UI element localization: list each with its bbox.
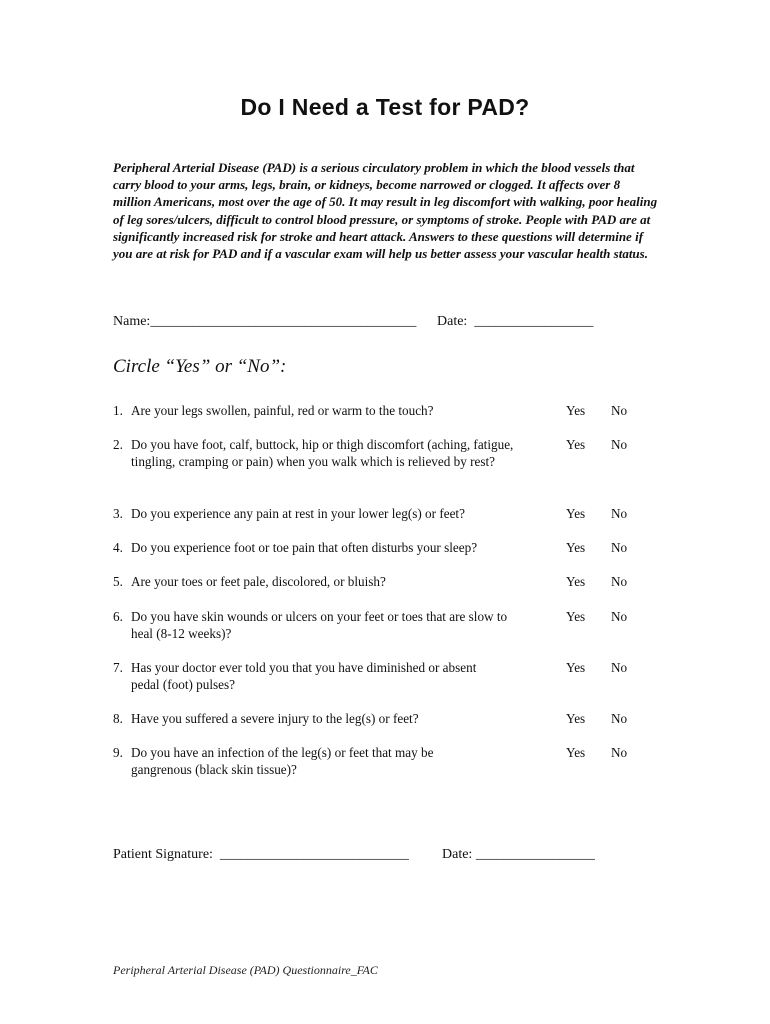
date-field-label[interactable]: Date: _________________ xyxy=(437,314,594,329)
question-text: Do you have an infection of the leg(s) or feet that may be gangrenous (black skin tissue)? xyxy=(131,745,434,778)
question-number: 2. xyxy=(113,437,123,452)
question-number: 1. xyxy=(113,403,123,418)
question-number: 3. xyxy=(113,506,123,521)
no-option[interactable]: No xyxy=(611,540,628,555)
page-title: Do I Need a Test for PAD? xyxy=(240,94,530,120)
question-text: Has your doctor ever told you that you have diminished or absent pedal (foot) pulses? xyxy=(131,660,477,693)
no-option[interactable]: No xyxy=(611,437,628,452)
no-option[interactable]: No xyxy=(611,711,628,726)
yes-option[interactable]: Yes xyxy=(566,540,586,555)
yes-option[interactable]: Yes xyxy=(566,506,586,521)
yes-option[interactable]: Yes xyxy=(566,609,586,624)
question-text: Do you have foot, calf, buttock, hip or thigh discomfort (aching, fatigue, tingling, cramping or pain) when you walk which is relieved by rest? xyxy=(131,437,514,470)
no-option[interactable]: No xyxy=(611,609,628,624)
no-option[interactable]: No xyxy=(611,403,628,418)
yes-option[interactable]: Yes xyxy=(566,745,586,760)
question-text: Are your toes or feet pale, discolored, or bluish? xyxy=(131,574,386,589)
question-number: 9. xyxy=(113,745,123,760)
question-text: Do you have skin wounds or ulcers on your feet or toes that are slow to heal (8-12 weeks)? xyxy=(131,609,508,642)
question-text: Do you experience any pain at rest in your lower leg(s) or feet? xyxy=(131,506,465,521)
instructions-heading: Circle “Yes” or “No”: xyxy=(113,356,287,377)
patient-signature-field[interactable]: Patient Signature: ___________________________ xyxy=(113,847,409,862)
no-option[interactable]: No xyxy=(611,745,628,760)
no-option[interactable]: No xyxy=(611,506,628,521)
question-number: 4. xyxy=(113,540,123,555)
yes-option[interactable]: Yes xyxy=(566,403,586,418)
yes-option[interactable]: Yes xyxy=(566,437,586,452)
yes-option[interactable]: Yes xyxy=(566,711,586,726)
question-text: Do you experience foot or toe pain that often disturbs your sleep? xyxy=(131,540,478,555)
intro-paragraph: Peripheral Arterial Disease (PAD) is a serious circulatory problem in which the blood vessels that carry blood to your arms, legs, brain, or kidneys, become narrowed or clogged. It affects over 8 million Americans, most over the age of 50. It may result in leg discomfort with walking, poor healing of leg sores/ulcers, difficult to control blood pressure, or symptoms of stroke. People with PAD are at significantly increased risk for stroke and heart attack. Answers to these questions will determine if you are at risk for PAD and if a vascular exam will help us better assess your vascular health status. xyxy=(113,160,658,262)
name-field-label[interactable]: Name:______________________________________ xyxy=(113,314,417,329)
question-number: 5. xyxy=(113,574,123,589)
question-number: 7. xyxy=(113,660,123,675)
no-option[interactable]: No xyxy=(611,660,628,675)
question-text: Are your legs swollen, painful, red or warm to the touch? xyxy=(131,403,434,418)
yes-option[interactable]: Yes xyxy=(566,574,586,589)
no-option[interactable]: No xyxy=(611,574,628,589)
question-number: 6. xyxy=(113,609,123,624)
signature-date-field[interactable]: Date: _________________ xyxy=(442,847,595,862)
page-footer: Peripheral Arterial Disease (PAD) Questionnaire_FAC xyxy=(113,963,378,977)
question-text: Have you suffered a severe injury to the leg(s) or feet? xyxy=(131,711,419,726)
question-number: 8. xyxy=(113,711,123,726)
yes-option[interactable]: Yes xyxy=(566,660,586,675)
